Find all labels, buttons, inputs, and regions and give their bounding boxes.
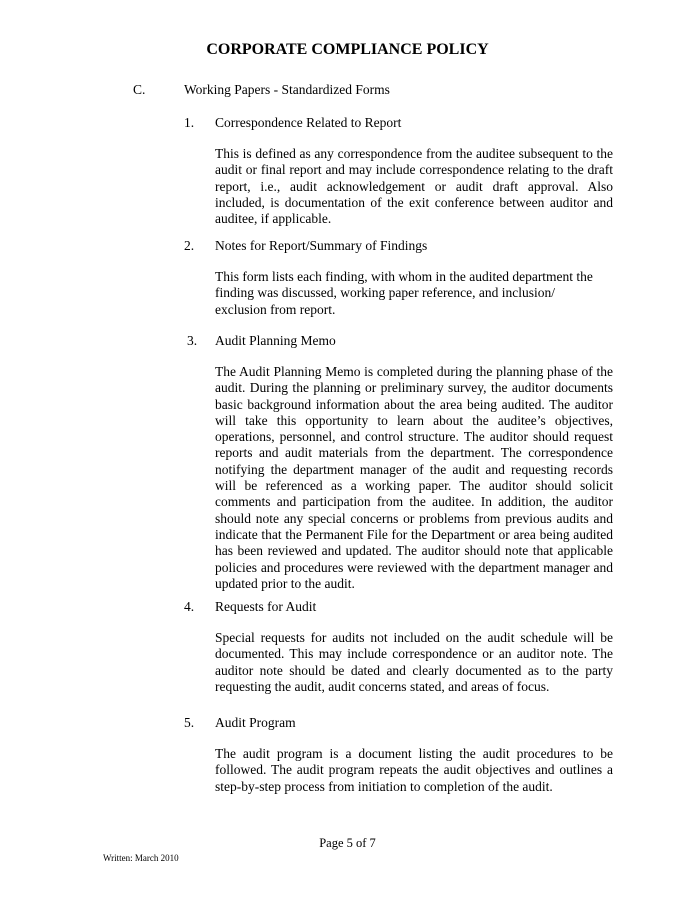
item-line: requesting the audit, audit concerns stated, and areas of focus. [215,678,550,694]
item-line: followed. The audit program repeats the audit objectives and outlines a [215,762,613,778]
item-line: will be referenced as a working paper. The auditor should solicit [215,478,613,494]
item-line: audit. During the planning or preliminary survey, the auditor documents [215,380,613,396]
item-line: exclusion from report. [215,301,336,317]
item-line: audit or final report and may include correspondence relating to the draft [215,162,613,178]
page-number: Page 5 of 7 [319,836,376,850]
item-line: documented. This may include correspondence or an auditor note. The [215,646,613,662]
item-body [215,746,613,795]
item-line: comments and participation from the auditee. In addition, the auditor [215,494,613,510]
section-title: Working Papers - Standardized Forms [184,82,390,97]
item-title: Notes for Report/Summary of Findings [215,238,428,253]
item-line: basic background information about the area being audited. The auditor [215,396,613,412]
item-line: This is defined as any correspondence from the auditee subsequent to the [215,146,613,161]
item-line: auditor note should be dated and clearly documented as to the party [215,662,613,678]
item-line: has been reviewed and updated. The auditor should note that applicable [215,543,613,559]
item-number: 1. [184,115,195,130]
item-number: 2. [184,238,195,253]
item-body [215,146,613,227]
document-title: CORPORATE COMPLIANCE POLICY [206,41,489,58]
item-line: policies and procedures were reviewed with the department manager and [215,559,613,575]
item-line: step-by-step process from initiation to completion of the audit. [215,778,553,794]
item-line: This form lists each finding, with whom in the audited department the [215,269,593,284]
item-line: reports and audit materials from the department. The correspondence [215,445,613,461]
item-line: finding was discussed, working paper reference, and inclusion/ [215,285,556,301]
item-body [215,364,613,592]
item-line: Special requests for audits not included on the audit schedule will be [215,630,613,645]
item-line: The Audit Planning Memo is completed during the planning phase of the [215,364,613,379]
item-line: should note any special concerns or problems from previous audits and [215,510,613,526]
item-line: auditee, if applicable. [215,211,332,227]
item-line: updated prior to the audit. [215,575,355,591]
item-line: The audit program is a document listing the audit procedures to be [215,746,613,761]
item-number: 3. [187,333,198,348]
item-title: Requests for Audit [215,599,317,614]
item-line: operations, personnel, and control structure. The auditor should request [215,429,613,445]
written-date: Written: March 2010 [103,853,179,863]
section-letter: C. [133,82,146,97]
item-body [215,269,613,318]
item-number: 5. [184,715,195,730]
item-line: report, i.e., audit acknowledgement or audit draft approval. Also [215,178,613,194]
item-line: will take this opportunity to learn about the auditee’s objectives, [215,412,613,428]
item-line: indicate that the Permanent File for the Department or area being audited [215,526,613,542]
item-line: included, is documentation of the exit conference between auditor and [215,194,613,210]
item-title: Correspondence Related to Report [215,115,402,130]
item-number: 4. [184,599,195,614]
item-title: Audit Program [215,715,296,730]
item-line: notifying the department manager of the audit and requesting records [215,461,613,477]
item-body [215,630,613,695]
item-title: Audit Planning Memo [215,333,336,348]
